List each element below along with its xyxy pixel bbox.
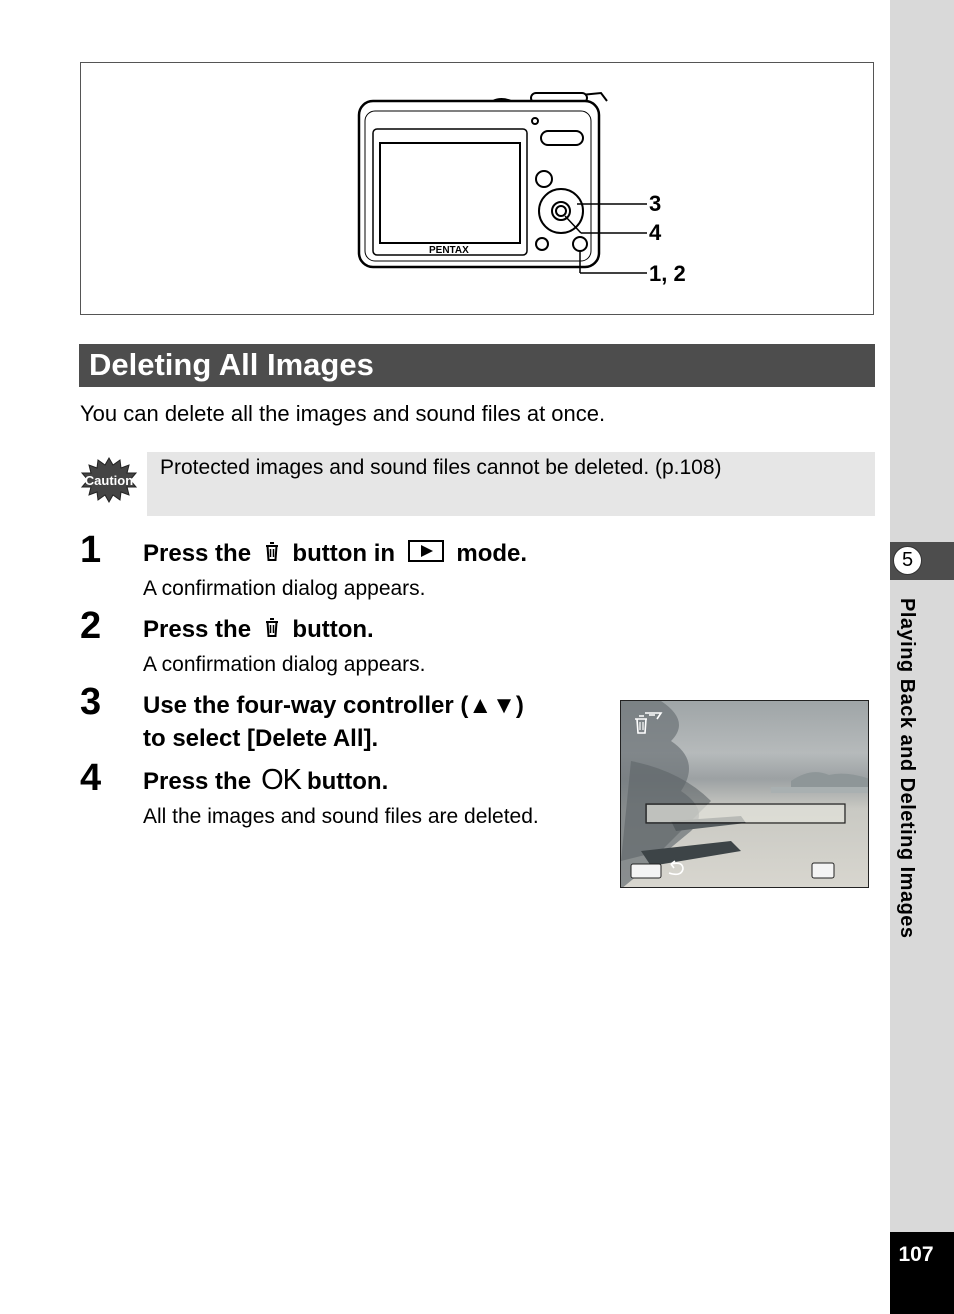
svg-text:Caution: Caution [84,473,134,488]
callout-label: 1, 2 [649,261,686,286]
lcd-screen-image [620,700,869,888]
step-description: A confirmation dialog appears. [143,577,426,600]
step-title: Press the OK button. [143,764,389,796]
brand-logo: PENTAX [429,245,469,256]
step-title: Press the button in mode. [143,537,527,571]
trash-icon [264,614,280,647]
intro-text: You can delete all the images and sound files at once. [80,401,606,426]
callout-label: 3 [649,191,662,216]
camera-back-illustration [81,63,875,316]
trash-icon [264,538,280,571]
section-title: Deleting All Images [89,347,374,382]
playback-icon [408,538,444,571]
camera-figure [80,62,874,315]
page-number: 107 [898,1243,934,1266]
step-number: 4 [80,757,102,799]
ok-button-glyph: OK [261,764,301,796]
step-title: Press the button. [143,613,374,647]
callout-label: 4 [649,220,662,245]
step-number: 2 [80,605,102,647]
step-description: All the images and sound files are deleted. [143,805,539,828]
step-title: Use the four-way controller (▲▼) [143,692,524,719]
caution-icon [80,456,138,504]
caution-text: Protected images and sound files cannot be deleted. (p.108) [160,456,722,479]
chapter-number: 5 [893,546,922,575]
chapter-title: Playing Back and Deleting Images [896,598,918,939]
step-title: to select [Delete All]. [143,725,379,752]
step-number: 1 [80,529,102,571]
step-number: 3 [80,681,102,723]
step-description: A confirmation dialog appears. [143,653,426,676]
